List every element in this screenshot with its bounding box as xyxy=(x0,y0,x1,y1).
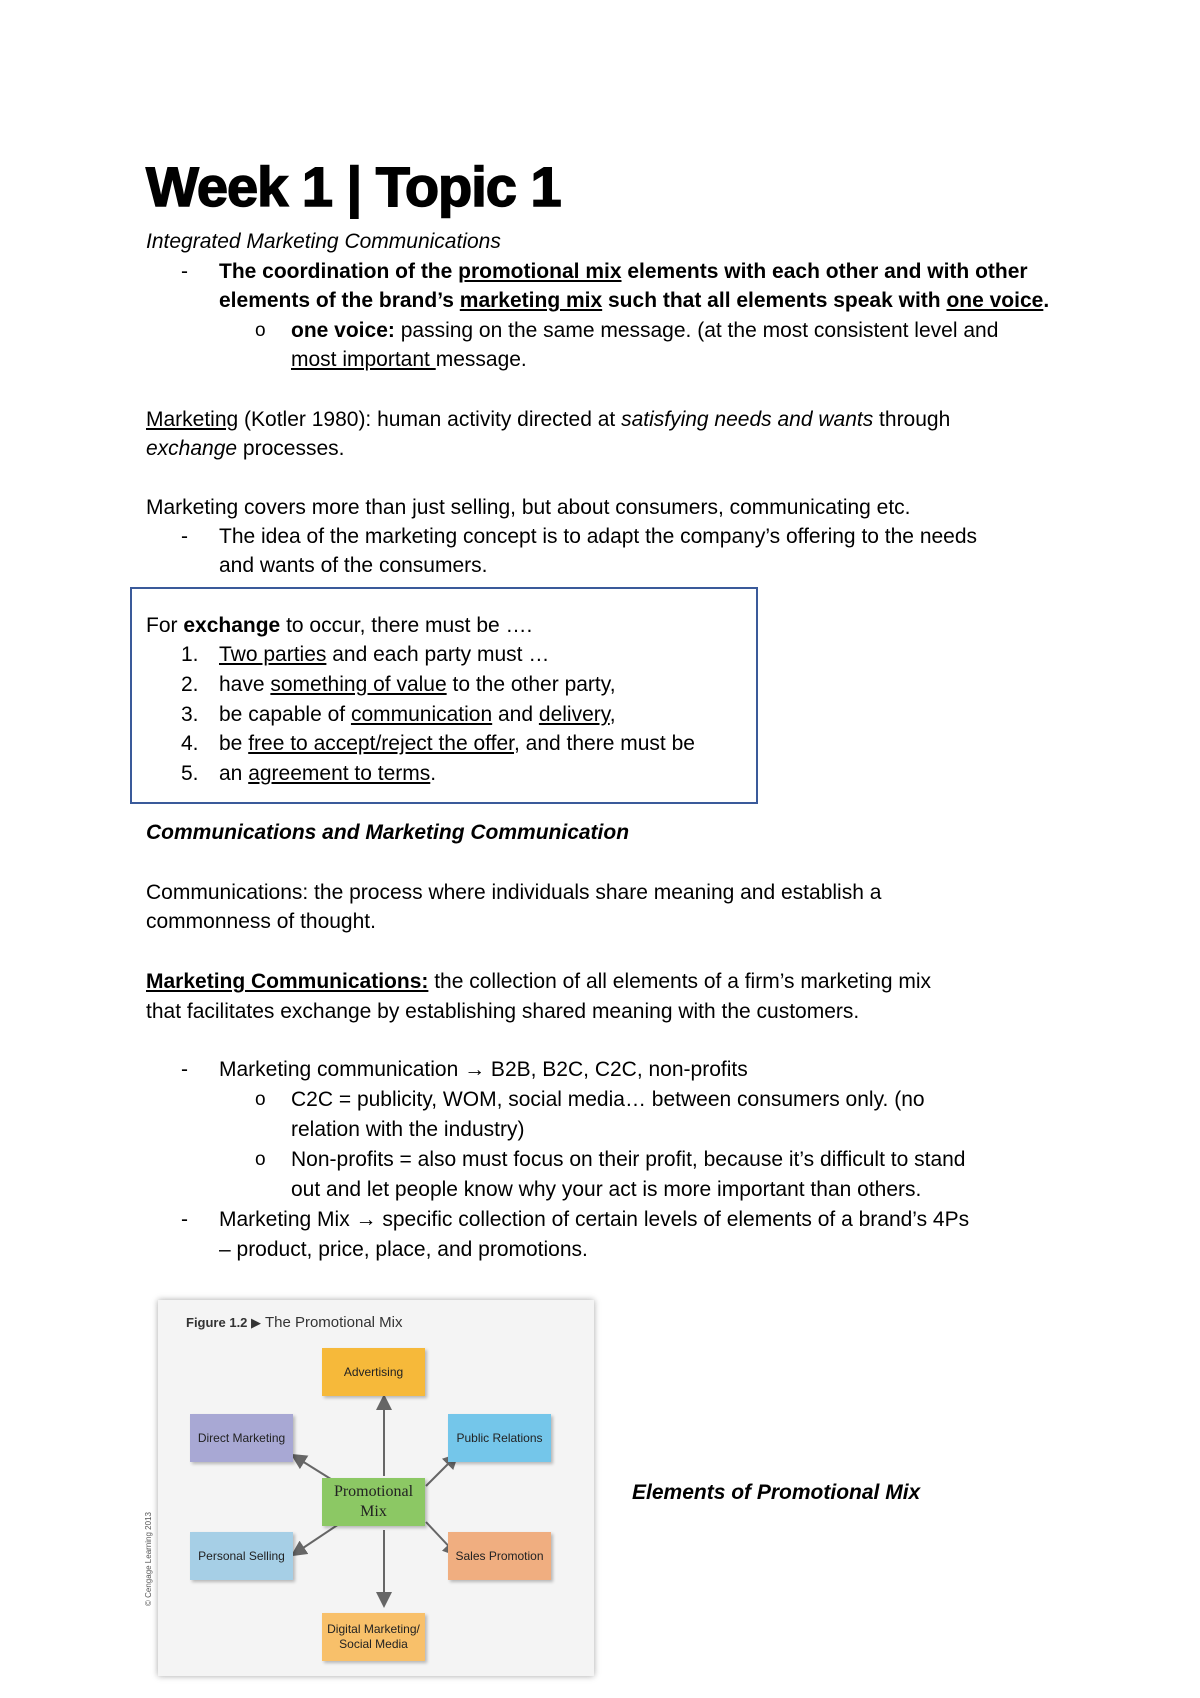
node-digital-marketing: Digital Marketing/ Social Media xyxy=(322,1613,425,1661)
mc-sub1-line2: relation with the industry) xyxy=(291,1118,525,1141)
mc-item2-line2: – product, price, place, and promotions. xyxy=(219,1238,588,1261)
list-number: 3. xyxy=(181,703,199,726)
marketing-covers: Marketing covers more than just selling, but about consumers, communicating etc. xyxy=(146,496,911,519)
concept-line1: The idea of the marketing concept is to adapt the company’s offering to the needs xyxy=(219,525,978,548)
one-voice-line1: one voice: passing on the same message. (at the most consistent level and xyxy=(291,319,999,342)
comm-def-line2: commonness of thought. xyxy=(146,910,376,933)
mc-sub2-line2: out and let people know why your act is more important than others. xyxy=(291,1178,922,1201)
exchange-intro: For exchange to occur, there must be …. xyxy=(146,614,533,637)
circle-bullet: o xyxy=(255,1089,266,1110)
list-number: 1. xyxy=(181,643,199,666)
imc-definition-line2: elements of the brand’s marketing mix such that all elements speak with one voice. xyxy=(219,289,1050,312)
circle-bullet: o xyxy=(255,1149,266,1170)
promotional-mix-figure xyxy=(144,1300,594,1676)
mc-def-line1: Marketing Communications: the collection of all elements of a firm’s marketing mix xyxy=(146,970,932,993)
node-sales-promotion: Sales Promotion xyxy=(448,1532,551,1580)
exchange-item: be free to accept/reject the offer, and there must be xyxy=(219,732,695,755)
subtitle: Integrated Marketing Communications xyxy=(146,230,501,253)
dash-bullet: - xyxy=(181,1058,188,1081)
exchange-item: an agreement to terms. xyxy=(219,762,437,785)
exchange-item: be capable of communication and delivery, xyxy=(219,703,616,726)
list-number: 4. xyxy=(181,732,199,755)
node-direct-marketing: Direct Marketing xyxy=(190,1414,293,1462)
marketing-definition-line2: exchange processes. xyxy=(146,437,345,460)
mc-sub1-line1: C2C = publicity, WOM, social media… between consumers only. (no xyxy=(291,1088,925,1111)
node-public-relations: Public Relations xyxy=(448,1414,551,1462)
figure-title: Figure 1.2 ▶ The Promotional Mix xyxy=(186,1314,403,1331)
figure-caption: Elements of Promotional Mix xyxy=(632,1481,921,1504)
figure-credit: © Cengage Learning 2013 xyxy=(144,1512,153,1606)
exchange-item: have something of value to the other party, xyxy=(219,673,616,696)
comm-def-line1: Communications: the process where individuals share meaning and establish a xyxy=(146,881,882,904)
node-promotional-mix: Promotional Mix xyxy=(322,1478,425,1526)
node-advertising: Advertising xyxy=(322,1348,425,1396)
arrow-to-personal-selling xyxy=(294,1522,342,1554)
imc-definition-line1: The coordination of the promotional mix elements with each other and with other xyxy=(219,260,1028,283)
list-number: 5. xyxy=(181,762,199,785)
mc-item1: Marketing communication → B2B, B2C, C2C, non-profits xyxy=(219,1058,748,1081)
concept-line2: and wants of the consumers. xyxy=(219,554,488,577)
exchange-item: Two parties and each party must … xyxy=(219,643,550,666)
page-title: Week 1 | Topic 1 xyxy=(146,155,561,218)
mc-item2-line1: Marketing Mix → specific collection of certain levels of elements of a brand’s 4Ps xyxy=(219,1208,970,1231)
dash-bullet: - xyxy=(181,525,188,548)
dash-bullet: - xyxy=(181,260,188,283)
marketing-definition-line1: Marketing (Kotler 1980): human activity directed at satisfying needs and wants through xyxy=(146,408,951,431)
mc-sub2-line1: Non-profits = also must focus on their profit, because it’s difficult to stand xyxy=(291,1148,966,1171)
dash-bullet: - xyxy=(181,1208,188,1231)
circle-bullet: o xyxy=(255,320,266,341)
list-number: 2. xyxy=(181,673,199,696)
one-voice-line2: most important message. xyxy=(291,348,527,371)
section-heading: Communications and Marketing Communication xyxy=(146,821,630,844)
mc-def-line2: that facilitates exchange by establishing shared meaning with the customers. xyxy=(146,1000,860,1023)
node-personal-selling: Personal Selling xyxy=(190,1532,293,1580)
